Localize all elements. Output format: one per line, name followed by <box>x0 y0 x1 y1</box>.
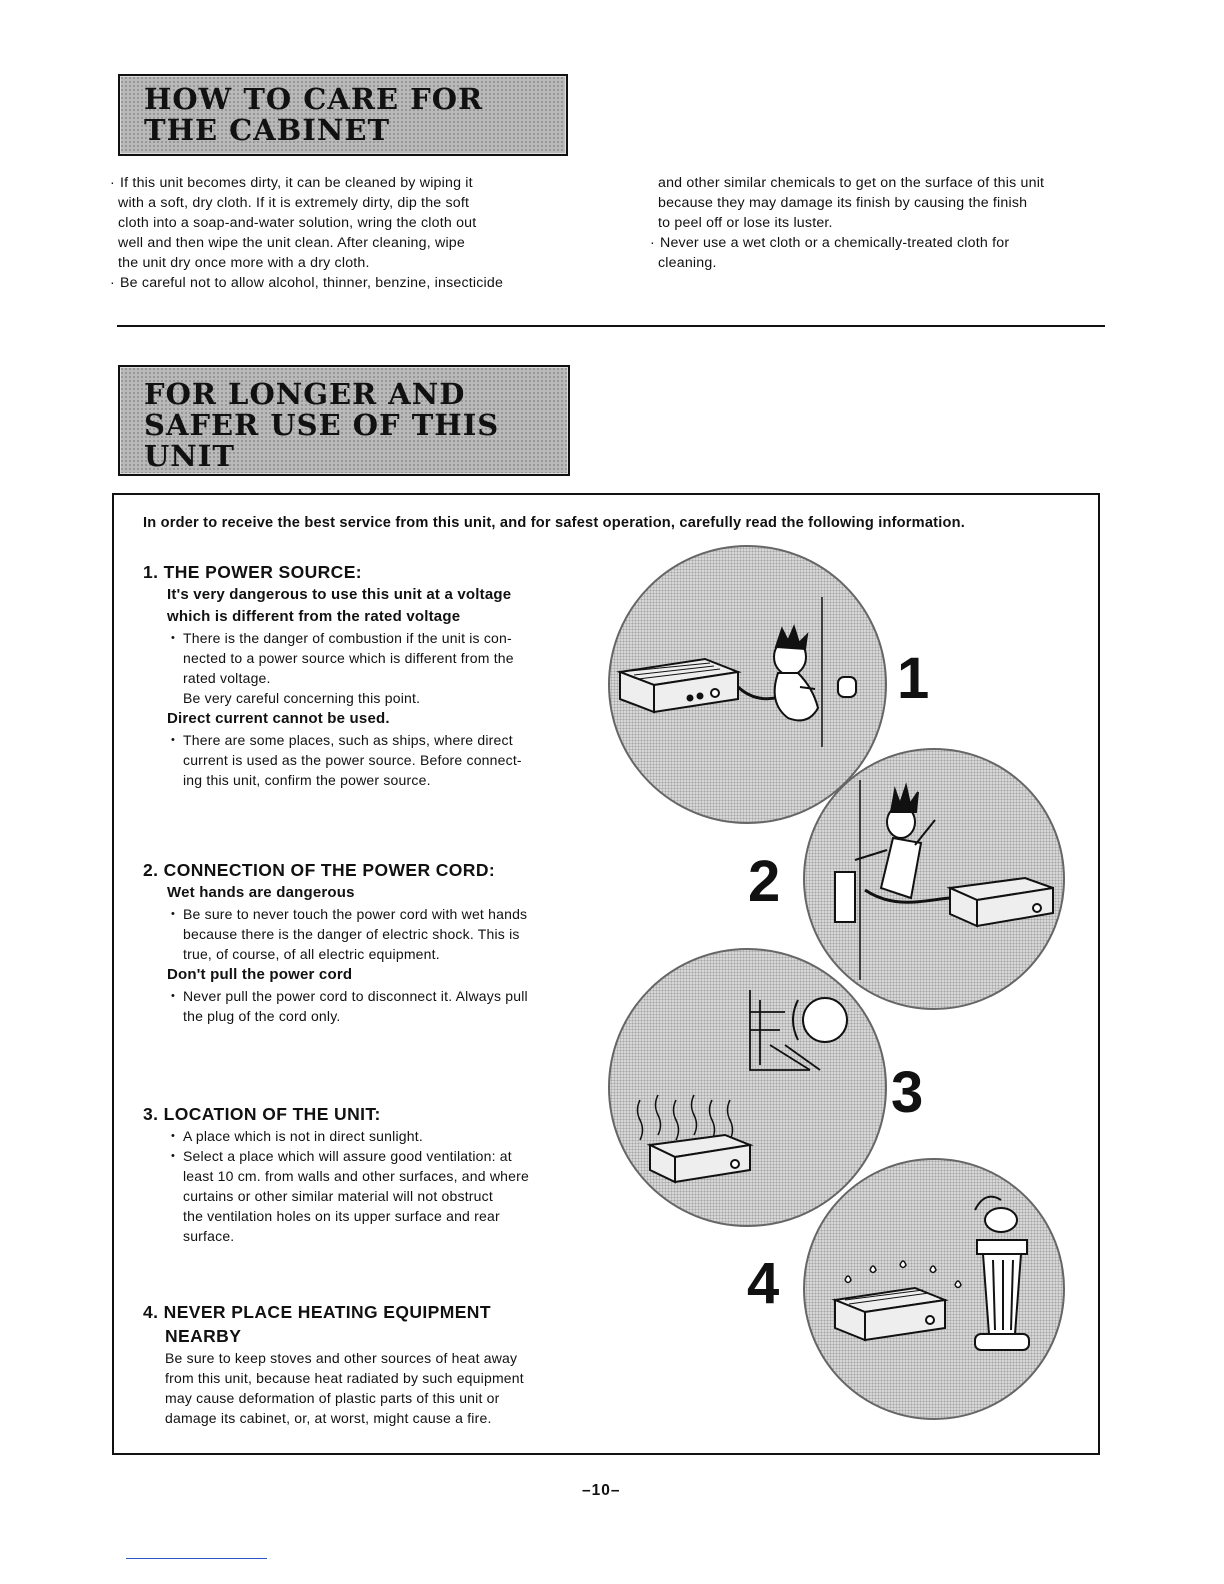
subheading <box>143 584 599 628</box>
heating-section <box>143 1300 599 1428</box>
shocked-person-icon <box>855 786 935 898</box>
bullet-line: • Be sure to never touch the power cord with wet hands <box>143 904 599 924</box>
sun-icon <box>793 998 847 1042</box>
bullet-line: surface. <box>183 1228 235 1244</box>
bullet-line: current is used as the power source. Before connect- <box>183 752 522 768</box>
subheading-line: which is different from the rated voltage <box>167 608 461 625</box>
outlet-icon <box>838 677 856 697</box>
subheading-line: It's very dangerous to use this unit at a voltage <box>167 586 512 603</box>
care-text-line: · Never use a wet cloth or a chemically-treated cloth for <box>650 233 1106 253</box>
care-text-line: with a soft, dry cloth. If it is extremely dirty, dip the soft <box>118 195 470 211</box>
heading-line: THE CABINET <box>144 113 391 147</box>
location-section <box>143 1102 599 1246</box>
illustration-number: 1 <box>897 646 930 711</box>
care-text-line: well and then wipe the unit clean. After cleaning, wipe <box>118 235 465 251</box>
care-text-line: cleaning. <box>658 255 717 271</box>
bullet-line: • A place which is not in direct sunlight. <box>143 1126 599 1146</box>
body-line: from this unit, because heat radiated by such equipment <box>165 1370 524 1386</box>
care-text-line: and other similar chemicals to get on the surface of this unit <box>658 175 1045 191</box>
heater-icon <box>975 1197 1029 1350</box>
bullet-line: the plug of the cord only. <box>183 1008 341 1024</box>
illustration-number: 3 <box>891 1060 924 1125</box>
bullet-line: ing this unit, confirm the power source. <box>183 772 431 788</box>
bullet-line: • Select a place which will assure good ventilation: at <box>143 1146 599 1166</box>
bullet-line: rated voltage. <box>183 670 271 686</box>
bullet-line: • There is the danger of combustion if the unit is con- <box>143 628 599 648</box>
subheading: Wet hands are dangerous <box>167 884 355 901</box>
care-cabinet-heading <box>118 74 568 156</box>
bullet-line: • There are some places, such as ships, where direct <box>143 730 599 750</box>
bullet-line: nected to a power source which is different from the <box>183 650 514 666</box>
power-source-section <box>143 560 599 790</box>
section-title <box>143 1300 599 1348</box>
outlet-icon <box>835 872 855 922</box>
bullet-line: Be very careful concerning this point. <box>183 690 421 706</box>
care-text-line: · If this unit becomes dirty, it can be cleaned by wiping it <box>110 173 566 193</box>
heading-line: SAFER USE OF THIS <box>144 408 500 442</box>
amplifier-icon <box>650 1135 750 1182</box>
illustration-number: 2 <box>748 849 781 914</box>
title-line: NEARBY <box>165 1326 242 1346</box>
section-title: 2. CONNECTION OF THE POWER CORD: <box>143 860 496 880</box>
amplifier-icon <box>835 1288 945 1340</box>
heat-waves-icon <box>638 1095 733 1140</box>
person-plugging-icon <box>774 627 818 720</box>
heading-line: FOR LONGER AND <box>144 377 466 411</box>
body-line: damage its cabinet, or, at worst, might cause a fire. <box>165 1410 492 1426</box>
care-text-line: cloth into a soap-and-water solution, wring the cloth out <box>118 215 477 231</box>
section-title: 3. LOCATION OF THE UNIT: <box>143 1104 381 1124</box>
care-text-line: to peel off or lose its luster. <box>658 215 833 231</box>
care-text-line: the unit dry once more with a dry cloth. <box>118 255 370 271</box>
bullet-line: • Never pull the power cord to disconnect it. Always pull <box>143 986 599 1006</box>
power-cord-section <box>143 858 599 1026</box>
safer-use-heading <box>118 365 570 476</box>
bullet-line: curtains or other similar material will not obstruct <box>183 1188 493 1204</box>
care-text-line: because they may damage its finish by causing the finish <box>658 195 1028 211</box>
amplifier-icon <box>950 878 1053 926</box>
intro-text: In order to receive the best service from this unit, and for safest operation, carefully read the following information. <box>143 515 965 531</box>
sweat-drops-icon <box>845 1261 961 1288</box>
illustration-number: 4 <box>747 1251 780 1316</box>
bullet-line: least 10 cm. from walls and other surfaces, and where <box>183 1168 529 1184</box>
bullet-line: true, of course, of all electric equipment. <box>183 946 440 962</box>
bullet-line: because there is the danger of electric shock. This is <box>183 926 520 942</box>
care-left-column <box>110 173 566 293</box>
heading-line: HOW TO CARE FOR <box>144 82 484 116</box>
bullet-line: the ventilation holes on its upper surface and rear <box>183 1208 500 1224</box>
care-text-line: · Be careful not to allow alcohol, thinner, benzine, insecticide <box>110 273 566 293</box>
footer-underline <box>126 1558 267 1559</box>
subheading: Don't pull the power cord <box>167 966 353 983</box>
heading-line: UNIT <box>144 439 235 473</box>
section-title: 1. THE POWER SOURCE: <box>143 562 362 582</box>
page-number: –10– <box>582 1482 621 1499</box>
body-line: Be sure to keep stoves and other sources of heat away <box>165 1350 518 1366</box>
body-line: may cause deformation of plastic parts of this unit or <box>165 1390 500 1406</box>
amplifier-icon <box>620 659 738 712</box>
care-right-column <box>650 173 1106 273</box>
illustration-heating <box>803 1158 1065 1420</box>
subheading: Direct current cannot be used. <box>167 710 390 727</box>
title-line: 4. NEVER PLACE HEATING EQUIPMENT <box>143 1302 491 1322</box>
section-divider <box>117 325 1105 327</box>
